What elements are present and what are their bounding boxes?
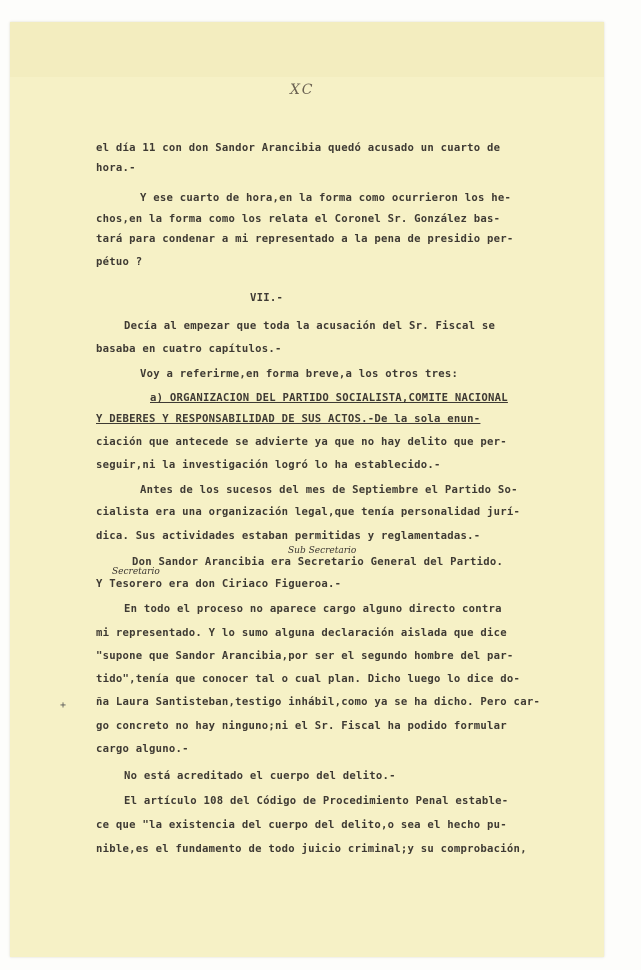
text-line: No está acreditado el cuerpo del delito.-	[124, 770, 396, 782]
text-line: Y DEBERES Y RESPONSABILIDAD DE SUS ACTOS.-De la sola enun-	[96, 413, 481, 425]
text-line: pétuo ?	[96, 256, 143, 268]
text-line: cargo alguno.-	[96, 743, 189, 755]
text-line: VII.-	[250, 292, 284, 304]
text-line: Y Tesorero era don Ciriaco Figueroa.-	[96, 578, 342, 590]
text-line: "supone que Sandor Arancibia,por ser el segundo hombre del par-	[96, 650, 514, 662]
text-line: ce que "la existencia del cuerpo del delito,o sea el hecho pu-	[96, 819, 507, 831]
text-line: dica. Sus actividades estaban permitidas y reglamentadas.-	[96, 530, 481, 542]
text-line: Decía al empezar que toda la acusación del Sr. Fiscal se	[124, 320, 496, 332]
text-line: mi representado. Y lo sumo alguna declaración aislada que dice	[96, 627, 507, 639]
text-line: seguir,ni la investigación logró lo ha establecido.-	[96, 459, 441, 471]
text-line: ciación que antecede se advierte ya que no hay delito que per-	[96, 436, 507, 448]
text-line: El artículo 108 del Código de Procedimiento Penal estable-	[124, 795, 509, 807]
text-line: ña Laura Santisteban,testigo inhábil,como ya se ha dicho. Pero car-	[96, 696, 541, 708]
text-line: Antes de los sucesos del mes de Septiembre el Partido So-	[140, 484, 518, 496]
text-line: Don Sandor Arancibia era Secretario General del Partido.	[132, 556, 504, 568]
text-line: Y ese cuarto de hora,en la forma como ocurrieron los he-	[140, 192, 512, 204]
text-line: basaba en cuatro capítulos.-	[96, 343, 282, 355]
text-line: go concreto no hay ninguno;ni el Sr. Fiscal ha podido formular	[96, 720, 507, 732]
text-line: Voy a referirme,en forma breve,a los otros tres:	[140, 368, 459, 380]
text-line: tido",tenía que conocer tal o cual plan. Dicho luego lo dice do-	[96, 673, 521, 685]
handwritten-correction-secretario: Secretario	[112, 567, 160, 577]
text-line: cialista era una organización legal,que tenía personalidad jurí-	[96, 506, 521, 518]
text-line: chos,en la forma como los relata el Coronel Sr. González bas-	[96, 213, 501, 225]
paper-header-band	[10, 22, 604, 77]
text-line: hora.-	[96, 162, 136, 174]
text-line: el día 11 con don Sandor Arancibia quedó acusado un cuarto de	[96, 142, 501, 154]
text-line: nible,es el fundamento de todo juicio criminal;y su comprobación,	[96, 843, 527, 855]
text-line: a) ORGANIZACION DEL PARTIDO SOCIALISTA,COMITE NACIONAL	[150, 392, 508, 404]
text-line: En todo el proceso no aparece cargo alguno directo contra	[124, 603, 502, 615]
handwritten-correction-subsecretario: Sub Secretario	[288, 546, 357, 556]
text-line: tará para condenar a mi representado a la pena de presidio per-	[96, 233, 514, 245]
folio-number: XC	[290, 82, 315, 98]
margin-mark: +	[60, 700, 67, 711]
